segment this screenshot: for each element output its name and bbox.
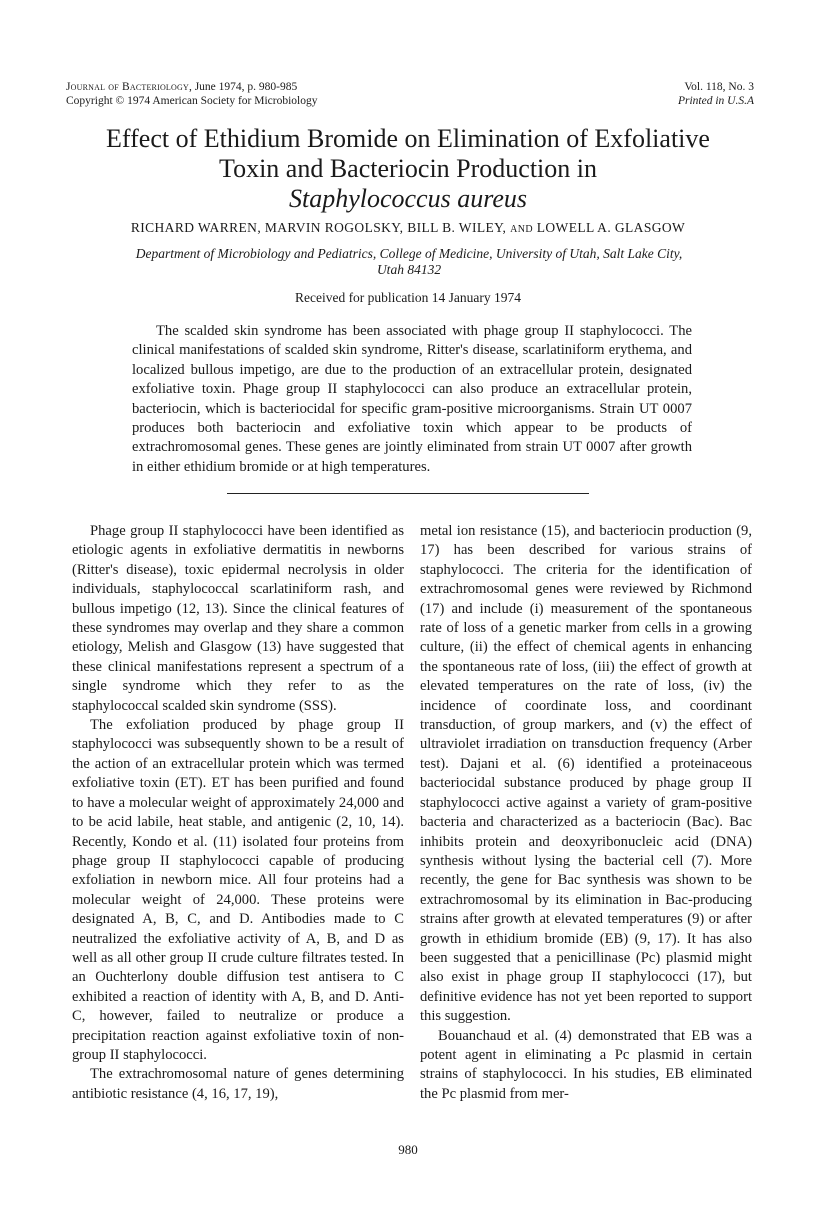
printed-line: Printed in U.S.A (677, 95, 754, 107)
body-paragraph: The exfoliation produced by phage group II staphylococci was subsequently shown to be a result of the action of an extracellular protein which was termed exfoliative toxin (ET). ET has been purified and found to have a molecular weight of approximately 24,000 and to be acid labile, heat stable, and antigenic (2, 10, 14). Recently, Kondo et al. (11) isolated four proteins from phage group II staphylococci capable of producing exfoliation in newborn mice. All four proteins had a molecular weight of 24,000. These proteins were designated A, B, C, and D. Antibodies made to C neutralized the exfoliative activity of A, B, and D as well as all other group II crude culture filtrates tested. In an Ouchterlony double diffusion test antisera to C exhibited a reaction of identity with A, B, and D. Anti-C, however, failed to neutralize or produce a precipitation reaction against exfoliative toxin of non-group II staphylococci. (72, 717, 404, 1063)
affiliation-line-1: Department of Microbiology and Pediatrics, College of Medicine, University of Utah, Salt Lake City, (135, 246, 683, 261)
authors-part-1: RICHARD WARREN, MARVIN ROGOLSKY, BILL B. WILEY, (130, 220, 507, 235)
body-paragraph: The extrachromosomal nature of genes determining antibiotic resistance (4, 16, 17, 19), (72, 1066, 404, 1102)
article-title (50, 124, 766, 214)
journal-citation (66, 80, 317, 94)
body-paragraph: metal ion resistance (15), and bacteriocin production (9, 17) has been described for various strains of staphylococci. The criteria for the identification of extrachromosomal genes were reviewed by Richmond (17) and include (i) measurement of the spontaneous rate of loss of a genetic marker from cells in a growing culture, (ii) the effect of chemical agents in enhancing the spontaneous rate of loss, (iii) the effect of growth at elevated temperatures on the rate of loss, (iv) the incidence of coordinate loss, and coordinant transduction, of group markers, and (v) the effect of ultraviolet irradiation on transduction frequency (Arber test). Dajani et al. (6) identified a proteinaceous bacteriocidal substance produced by phage group II staphylococci active against a variety of gram-positive bacteria and characterized as a bacteriocin (Bac). Bac inhibits protein and deoxyribonucleic acid (DNA) synthesis without lysing the bacterial cell (7). More recently, the gene for Bac synthesis was shown to be extrachromosomal by its elimination in Bac-producing strains after growth at elevated temperatures (9) or after growth in ethidium bromide (EB) (9, 17). It has also been suggested that a penicillinase (Pc) plasmid might also exist in phage group II staphylococci (17), but definitive evidence has not yet been reported to support this suggestion. (420, 523, 752, 1025)
body-column-left (72, 522, 404, 1104)
affiliation-line-2: Utah 84132 (376, 262, 442, 277)
title-line-3: Staphylococcus aureus (288, 184, 528, 213)
title-line-2: Toxin and Bacteriocin Production in (219, 154, 597, 183)
body-paragraph: Phage group II staphylococci have been identified as etiologic agents in exfoliative dermatitis in newborns (Ritter's disease), toxic epidermal necrolysis in older individuals, staphylococcal scarlatiniform rash, and bullous impetigo (12, 13). Since the clinical features of these syndromes may overlap and they share a common etiology, Melish and Glasgow (13) have suggested that these clinical manifestations represent a spectrum of a single syndrome which they refer to as the staphylococcal scalded skin syndrome (SSS). (72, 523, 404, 714)
journal-name: Journal of Bacteriology (66, 81, 189, 93)
volume-line: Vol. 118, No. 3 (684, 81, 754, 93)
received-date: Received for publication 14 January 1974 (294, 290, 522, 305)
body-paragraph: Bouanchaud et al. (4) demonstrated that EB was a potent agent in eliminating a Pc plasmid in certain strains of staphylococci. In his studies, EB eliminated the Pc plasmid from mer- (420, 1027, 752, 1102)
authors-part-2: LOWELL A. GLASGOW (536, 220, 686, 235)
author-list (50, 220, 766, 236)
body-column-right (420, 522, 752, 1104)
abstract: The scalded skin syndrome has been associated with phage group II staphylococci. The clinical manifestations of scalded skin syndrome, Ritter's disease, scarlatiniform erythema, and localized bullous impetigo, are due to the production of an extracellular protein, designated exfoliative toxin. Phage group II staphylococci can also produce an extracellular protein, bacteriocin, which is bacteriocidal for specific gram-positive microorganisms. Strain UT 0007 produces both bacteriocin and exfoliative toxin which appear to be products of extrachromosomal genes. These genes are jointly eliminated from strain UT 0007 after growth in either ethidium bromide or at high temperatures. (132, 323, 692, 475)
title-line-1: Effect of Ethidium Bromide on Elimination of Exfoliative (106, 124, 710, 153)
page-number: 980 (398, 1142, 418, 1157)
copyright-line: Copyright © 1974 American Society for Microbiology (66, 95, 318, 107)
running-header-left (66, 80, 317, 108)
affiliation (84, 246, 734, 278)
journal-issue: , June 1974, p. 980-985 (188, 81, 298, 93)
running-header-right (678, 80, 754, 108)
authors-and: AND (510, 224, 533, 235)
abstract-divider (227, 493, 589, 494)
